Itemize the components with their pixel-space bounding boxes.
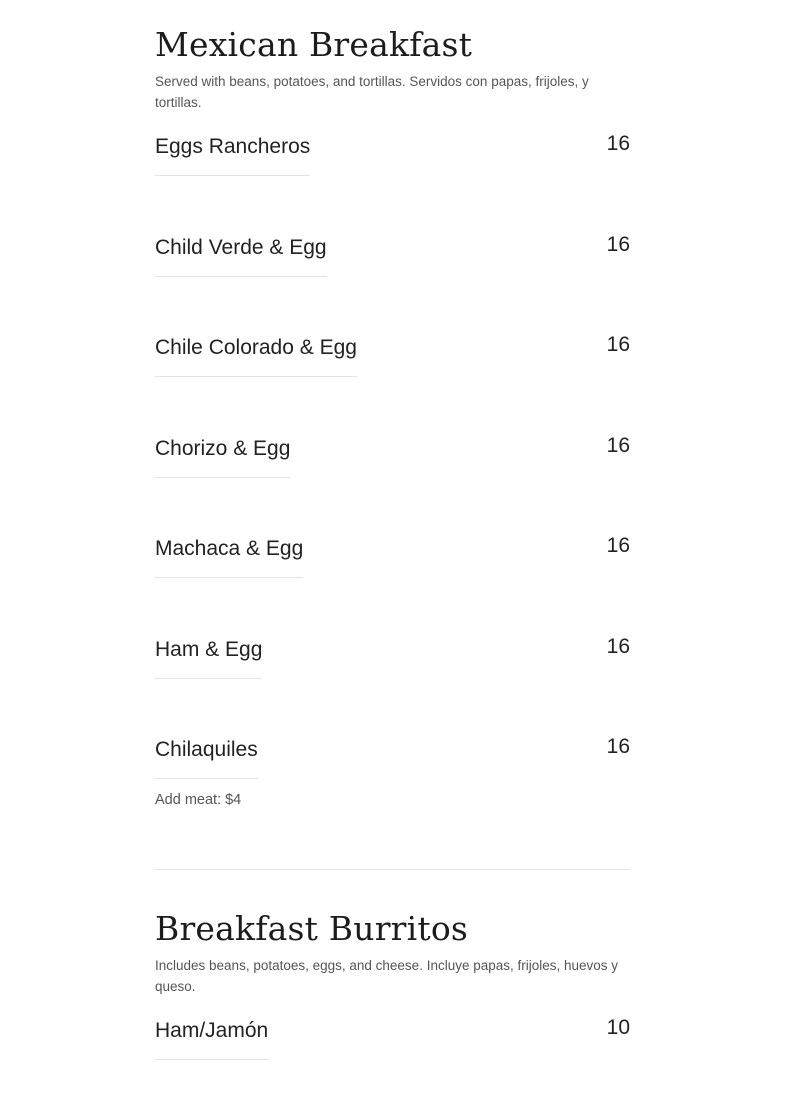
menu-item[interactable] xyxy=(155,133,630,234)
menu-item-price: 10 xyxy=(606,1016,630,1039)
menu-item-price: 16 xyxy=(606,132,630,155)
menu-section-breakfast-burritos xyxy=(155,909,630,997)
menu-item-price: 16 xyxy=(606,735,630,758)
menu-item[interactable] xyxy=(155,535,630,636)
section-title: Mexican Breakfast xyxy=(155,25,473,64)
menu-item-price: 16 xyxy=(606,634,630,658)
menu-item-name: Eggs Rancheros xyxy=(155,133,310,176)
menu-item[interactable] xyxy=(155,736,630,837)
section-description: Served with beans, potatoes, and tortillas. Servidos con papas, frijoles, y tortillas. xyxy=(155,74,589,110)
menu-item[interactable] xyxy=(155,1017,630,1118)
section-description: Includes beans, potatoes, eggs, and cheese. Incluye papas, frijoles, huevos y queso. xyxy=(155,958,619,994)
menu-item-note: Add meat: $4 xyxy=(155,792,242,808)
menu-item-name: Ham & Egg xyxy=(155,636,262,679)
menu-item-name: Chilaquiles xyxy=(155,736,258,779)
menu-item-price: 16 xyxy=(606,232,630,256)
menu-item-name: Child Verde & Egg xyxy=(155,234,327,277)
menu-item-price: 16 xyxy=(606,433,630,457)
menu-item-list xyxy=(155,1017,630,1118)
menu-item-name: Machaca & Egg xyxy=(155,535,303,578)
menu-item-name: Chile Colorado & Egg xyxy=(155,334,357,377)
section-divider xyxy=(155,869,630,870)
menu-item-name: Chorizo & Egg xyxy=(155,435,290,478)
menu-item[interactable] xyxy=(155,636,630,737)
menu-item[interactable] xyxy=(155,234,630,335)
menu-item-list xyxy=(155,133,630,837)
menu-item-price: 16 xyxy=(606,333,630,356)
menu-item-price: 16 xyxy=(606,534,630,557)
menu-section-mexican-breakfast xyxy=(155,25,630,113)
menu-item[interactable] xyxy=(155,435,630,536)
menu-item-name: Ham/Jamón xyxy=(155,1017,268,1060)
section-title: Breakfast Burritos xyxy=(155,909,469,948)
menu-item[interactable] xyxy=(155,334,630,435)
